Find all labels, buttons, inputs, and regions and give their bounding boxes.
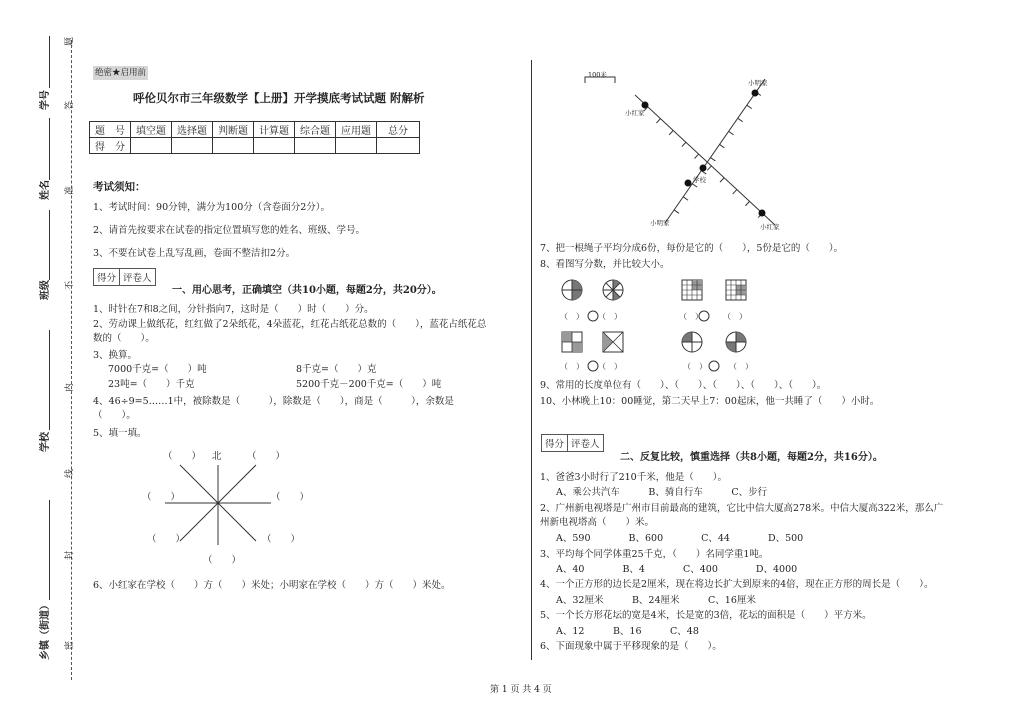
q7: 7、把一根绳子平均分成6份，每份是它的（ ），5份是它的（ ）。	[540, 243, 844, 254]
page-title: 呼伦贝尔市三年级数学【上册】开学摸底考试试题 附解析	[133, 91, 425, 105]
section2-title: 二、反复比较，慎重选择（共8小题，每题2分，共16分）。	[620, 452, 883, 463]
grade-box: 得分 评卷人	[541, 434, 604, 452]
map-xiaoming-bottom: 小明家	[650, 219, 670, 227]
label-school: 学校	[40, 432, 51, 452]
notice-item: 2、请首先按要求在试卷的指定位置填写您的姓名、班级、学号。	[93, 225, 366, 236]
q1-2: 2、劳动课上做纸花，红红做了2朵纸花，4朵蓝花，红花占纸花总数的（ ），蓝花占纸花总	[93, 319, 487, 330]
fraction-blank: （ ）	[598, 362, 622, 371]
compass-blank: （ ）	[203, 555, 242, 566]
score-header: 应用题	[336, 122, 377, 138]
s2-q6: 6、下面现象中属于平移现象的是（ ）。	[540, 641, 722, 652]
q1-2-cont: 数的（ ）。	[93, 333, 155, 344]
compass-north: 北	[212, 451, 222, 462]
s2-q3-options: A、40 B、4 C、400 D、4000	[556, 564, 798, 575]
s2-q2-options: A、590 B、600 C、44 D、500	[556, 533, 804, 544]
q1-4: 4、46÷9=5……1中，被除数是（ ），除数是（ ），商是（ ），余数是	[93, 396, 454, 407]
compass-blank: （ ）	[262, 534, 301, 545]
s2-q4-options: A、32厘米 B、24厘米 C、16厘米	[556, 595, 756, 606]
score-header: 填空题	[131, 122, 172, 138]
score-header: 选择题	[172, 122, 213, 138]
score-table	[89, 121, 420, 154]
s2-q5: 5、一个长方形花坛的宽是4米，长是宽的3倍，花坛的面积是（ ）平方米。	[540, 610, 872, 621]
confidential-stamp: 绝密★启用前	[95, 68, 147, 78]
q1-3: 3、换算。	[93, 350, 138, 361]
q1-3b: 8千克=（ ）克	[296, 364, 377, 375]
fraction-blank: （ ）	[729, 362, 753, 371]
notice-heading: 考试须知：	[93, 181, 146, 193]
s2-q3: 3、平均每个同学体重25千克，（ ）名同学重1吨。	[540, 549, 769, 560]
fraction-blank: （ ）	[723, 312, 747, 321]
label-name: 姓名	[40, 180, 51, 200]
compass-blank: （ ）	[271, 492, 310, 503]
label-class: 班级	[40, 280, 51, 300]
s2-q1: 1、爸爸3小时行了210千米，他是（ ）。	[540, 472, 727, 483]
score-header: 综合题	[295, 122, 336, 138]
score-header: 题 号	[90, 122, 131, 138]
cut-char: 密	[65, 640, 75, 650]
map-diagram	[575, 65, 815, 235]
q1-1: 1、时针在7和8之间，分针指向7，这时是（ ）时（ ）分。	[93, 304, 374, 315]
cut-char: 内	[65, 382, 75, 392]
score-header: 计算题	[254, 122, 295, 138]
s2-q2-cont: 州新电视塔高（ ）米。	[540, 517, 655, 528]
compass-blank: （ ）	[142, 492, 181, 503]
compass-diagram	[135, 445, 315, 570]
fraction-figures	[558, 278, 758, 373]
compass-blank: （ ）	[163, 451, 202, 462]
q1-4-cont: （ ）。	[93, 410, 136, 421]
section1-title: 一、用心思考，正确填空（共10小题，每题2分，共20分）。	[172, 285, 442, 296]
map-xiaoming-top: 小明家	[748, 79, 768, 87]
fraction-blank: （ ）	[560, 362, 584, 371]
cut-char: 准	[65, 185, 75, 195]
map-xiaohong-bottom: 小红家	[760, 223, 780, 231]
compass-blank: （ ）	[147, 534, 186, 545]
grade-box: 得分 评卷人	[93, 268, 156, 286]
map-school: 学校	[693, 176, 706, 184]
score-row-label: 得 分	[90, 138, 131, 154]
score-header: 判断题	[213, 122, 254, 138]
q1-3d: 5200千克－200千克=（ ）吨	[296, 379, 442, 390]
s2-q4: 4、一个正方形的边长是2厘米，现在将边长扩大到原来的4倍，现在正方形的周长是（ ）。	[540, 579, 934, 590]
q10: 10、小林晚上10：00睡觉，第二天早上7：00起床，他一共睡了（ ）小时。	[540, 396, 880, 407]
s2-q5-options: A、12 B、16 C、48	[556, 626, 699, 637]
cut-char: 不	[65, 280, 75, 290]
fraction-blank: （ ）	[598, 312, 622, 321]
label-township: 乡镇（街道）	[40, 600, 51, 660]
column-divider	[531, 60, 532, 660]
s2-q2: 2、广州新电视塔是广州市目前最高的建筑，它比中信大厦高278米。中信大厦高322米，那么广	[540, 503, 944, 514]
cut-line	[71, 40, 72, 680]
cut-char: 线	[65, 468, 75, 478]
notice-item: 1、考试时间：90分钟，满分为100分（含卷面分2分）。	[93, 202, 331, 213]
notice-item: 3、不要在试卷上乱写乱画，卷面不整洁扣2分。	[93, 248, 296, 259]
score-header: 总分	[377, 122, 420, 138]
fraction-blank: （ ）	[560, 312, 584, 321]
q8: 8、看图写分数，并比较大小。	[540, 259, 670, 270]
q1-3a: 7000千克=（ ）吨	[108, 364, 207, 375]
q1-6: 6、小红家在学校（ ）方（ ）米处；小明家在学校（ ）方（ ）米处。	[93, 580, 451, 591]
map-scale: 100米	[588, 71, 607, 79]
q1-5: 5、填一填。	[93, 428, 147, 439]
cut-char: 封	[65, 550, 75, 560]
fraction-blank: （ ）	[683, 362, 707, 371]
s2-q1-options: A、乘公共汽车 B、骑自行车 C、步行	[556, 487, 768, 498]
cut-char: 题	[65, 36, 75, 46]
cut-char: 答	[65, 100, 75, 110]
fraction-blank: （ ）	[679, 312, 703, 321]
page-footer: 第 1 页 共 4 页	[490, 685, 552, 695]
q1-3c: 23吨=（ ）千克	[108, 379, 195, 390]
label-student-id: 学号	[40, 90, 51, 110]
map-xiaohong-left: 小红家	[625, 109, 645, 117]
q9: 9、常用的长度单位有（ ）、（ ）、（ ）、（ ）、（ ）。	[540, 380, 827, 391]
compass-blank: （ ）	[247, 451, 286, 462]
